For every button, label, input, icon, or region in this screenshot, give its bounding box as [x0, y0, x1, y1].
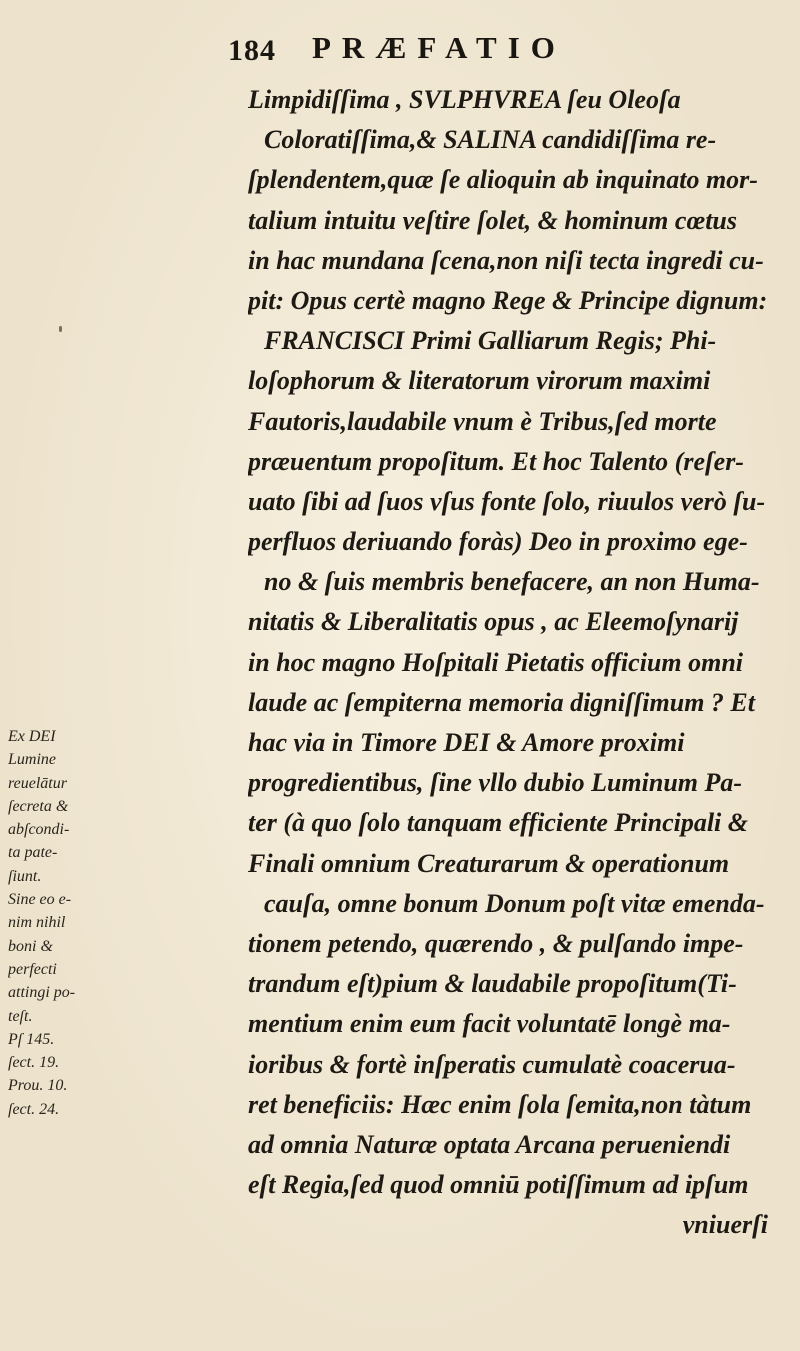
text-line: ret beneficiis: Hæc enim ſola ſemita,non tàtum	[248, 1089, 752, 1119]
text-line: ter (à quo ſolo tanquam efficiente Principali &	[248, 808, 749, 838]
text-line: talium intuitu veſtire ſolet, & hominum cœtus	[248, 205, 738, 235]
text-line: ioribus & fortè inſperatis cumulatè coacerua-	[248, 1049, 736, 1079]
text-line: nitatis & Liberalitatis opus , ac Eleemoſynarij	[248, 607, 739, 637]
text-line: uato ſibi ad ſuos vſus fonte ſolo, riuulos verò ſu-	[248, 486, 766, 516]
text-line: no & ſuis membris benefacere, an non Huma-	[264, 567, 760, 597]
text-line: tionem petendo, quærendo , & pulſando impe-	[248, 928, 744, 958]
margin-note-line: ſect. 24.	[8, 1100, 60, 1118]
margin-note-line: reuelātur	[8, 774, 67, 792]
text-line: præuentum propoſitum. Et hoc Talento (reſer-	[248, 446, 744, 476]
running-head: PRÆFATIO	[312, 30, 566, 65]
text-line: Finali omnium Creaturarum & operationum	[248, 848, 730, 878]
margin-note-line: Lumine	[8, 751, 56, 769]
text-line: hac via in Timore DEI & Amore proximi	[248, 728, 685, 757]
margin-note-line: perfecti	[8, 960, 57, 978]
text-line: eſt Regia,ſed quod omniū potiſſimum ad ipſum	[248, 1170, 749, 1200]
body-text	[248, 80, 788, 1245]
text-line: trandum eſt)pium & laudabile propoſitum(Ti-	[248, 969, 737, 999]
text-line: mentium enim eum facit voluntatē longè ma-	[248, 1009, 731, 1039]
margin-note-line: ſecreta &	[8, 797, 69, 815]
margin-note-line: Prou. 10.	[8, 1077, 68, 1095]
text-line: FRANCISCI Primi Galliarum Regis; Phi-	[264, 326, 717, 356]
text-line: ad omnia Naturæ optata Arcana perueniendi	[248, 1129, 731, 1159]
text-line: ſplendentem,quæ ſe alioquin ab inquinato mor-	[248, 165, 758, 195]
text-line: Fautoris,laudabile vnum è Tribus,ſed morte	[248, 406, 717, 436]
text-line: Limpidiſſima , SVLPHVREA ſeu Oleoſa	[248, 85, 681, 114]
text-line: progredientibus, ſine vllo dubio Luminum Pa-	[248, 768, 743, 798]
text-line: Coloratiſſima,& SALINA candidiſſima re-	[264, 125, 717, 155]
margin-note-line: nim nihil	[8, 914, 66, 932]
text-line: laude ac ſempiterna memoria digniſſimum ? Et	[248, 687, 755, 717]
margin-note-line: attingi po-	[8, 984, 76, 1002]
ink-speck	[59, 326, 62, 332]
margin-note-line: teſt.	[8, 1007, 33, 1025]
margin-note-line: Sine eo e-	[8, 891, 72, 909]
text-line: perfluos deriuando foràs) Deo in proximo ege-	[248, 527, 748, 557]
page-number: 184	[228, 34, 276, 67]
margin-note-line: boni &	[8, 937, 53, 955]
text-line: in hoc magno Hoſpitali Pietatis officium omni	[248, 647, 744, 677]
margin-note-line: abſcondi-	[8, 821, 70, 839]
text-line: cauſa, omne bonum Donum poſt vitæ emenda-	[264, 888, 765, 918]
margin-note-line: ſect. 19.	[8, 1054, 60, 1072]
text-line: in hac mundana ſcena,non niſi tecta ingredi cu-	[248, 245, 764, 275]
margin-notes	[8, 725, 120, 1121]
margin-note-line: ta pate-	[8, 844, 58, 862]
text-line: pit: Opus certè magno Rege & Principe dignum:	[248, 285, 768, 315]
margin-note-line: ſiunt.	[8, 867, 42, 885]
margin-note-line: Pſ 145.	[8, 1030, 55, 1048]
text-line: loſophorum & literatorum virorum maximi	[248, 366, 711, 396]
margin-note-line: Ex DEI	[8, 728, 56, 745]
text-line-catchword: vniuerſi	[682, 1210, 768, 1240]
